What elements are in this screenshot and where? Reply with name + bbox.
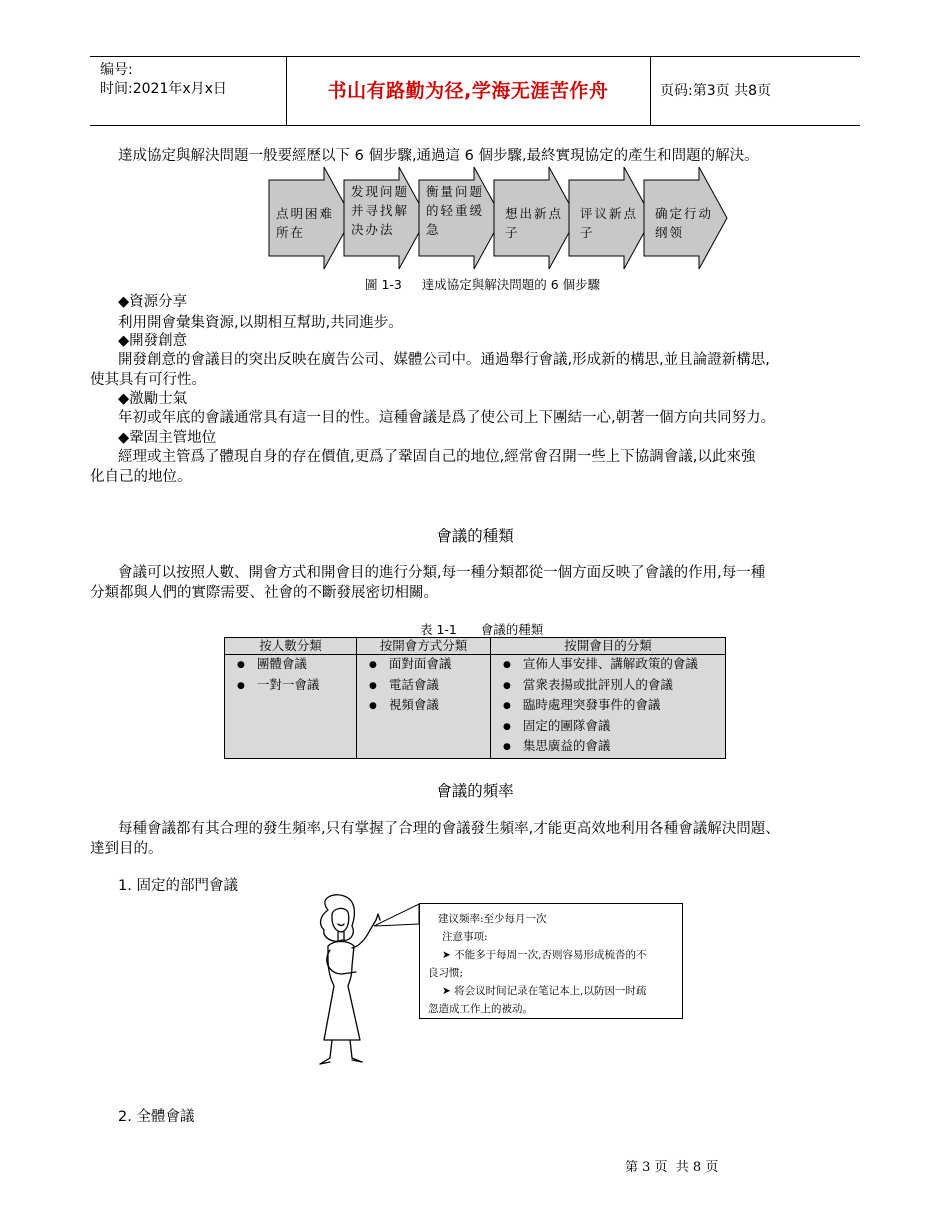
list-item: ● 當衆表揚或批評別人的會議 xyxy=(497,676,719,697)
section-title: ◆鞏固主管地位 xyxy=(118,430,217,446)
flow-step xyxy=(343,166,429,270)
note-line: 建议频率:至少每月一次 xyxy=(438,913,547,925)
meeting-types-table xyxy=(224,637,726,759)
flow-step xyxy=(418,166,504,270)
page-footer: 第 3 页 共 8 页 xyxy=(625,1160,719,1175)
list-item: ● 面對面會議 xyxy=(363,655,484,676)
section-body: 開發創意的會議目的突出反映在廣告公司、媒體公司中。通過舉行會議,形成新的構思,並且論證新構思, xyxy=(118,352,770,368)
serial-label: 编号: xyxy=(100,62,133,78)
list-item: ● 視頻會議 xyxy=(363,696,484,717)
table-caption: 表 1-1 會議的種類 xyxy=(420,622,544,637)
table-cell xyxy=(225,655,357,759)
presenter-illustration-icon xyxy=(290,890,420,1070)
types-paragraph: 會議可以按照人數、開會方式和開會目的進行分類,每一種分類都從一個方面反映了會議的作用,每一種 xyxy=(118,565,766,581)
section-title: ◆激勵士氣 xyxy=(118,391,188,407)
section-body: 使其具有可行性。 xyxy=(90,372,206,388)
list-heading: 1. 固定的部門會議 xyxy=(118,878,238,894)
flow-step-label: 确定行动纲领 xyxy=(655,206,714,240)
header-divider xyxy=(650,57,651,125)
table-cell xyxy=(357,655,491,759)
flow-step xyxy=(568,166,654,270)
note-line: ➤ 不能多于每周一次,否则容易形成梳沓的不 xyxy=(442,949,647,961)
section-heading: 會議的種類 xyxy=(436,527,514,545)
types-paragraph: 分類都與人們的實際需要、社會的不斷發展密切相關。 xyxy=(90,585,438,601)
column-header: 按開會目的分類 xyxy=(491,638,726,655)
list-item: ● 電話會議 xyxy=(363,676,484,697)
table-header-row xyxy=(225,638,726,655)
flow-step-label: 点明困难所在 xyxy=(276,206,335,240)
section-title: ◆資源分享 xyxy=(118,294,188,310)
section-body: 利用開會彙集資源,以期相互幫助,共同進步。 xyxy=(118,315,403,331)
frequency-paragraph: 達到目的。 xyxy=(90,841,163,857)
list-heading: 2. 全體會議 xyxy=(118,1109,195,1125)
section-heading: 會議的頻率 xyxy=(436,782,514,800)
date-line: 时间:2021年x月x日 xyxy=(100,81,227,97)
note-line: 良习惯; xyxy=(428,967,464,979)
frequency-paragraph: 每種會議都有其合理的發生頻率,只有掌握了合理的會議發生頻率,才能更高效地利用各種會議解決問題、 xyxy=(118,821,780,837)
header-page-info: 页码:第3页 共8页 xyxy=(660,83,771,99)
flow-step-label: 发现问题并寻找解决办法 xyxy=(351,184,410,237)
flow-diagram xyxy=(268,166,728,270)
flow-step-label: 想出新点子 xyxy=(505,206,564,240)
list-item: ● 一對一會議 xyxy=(231,676,350,697)
table-row xyxy=(225,655,726,759)
intro-paragraph: 達成協定與解決問題一般要經歷以下 6 個步驟,通過這 6 個步驟,最終實現協定的產生和問題的解決。 xyxy=(118,148,759,164)
note-line: 注意事项: xyxy=(442,931,488,943)
list-item: ● 集思廣益的會議 xyxy=(497,737,719,758)
column-header: 按人數分類 xyxy=(225,638,357,655)
note-line: 忽造成工作上的被动。 xyxy=(428,1003,533,1015)
flow-step-label: 衡量问题的轻重缓急 xyxy=(426,184,485,237)
header-motto: 书山有路勤为径,学海无涯苦作舟 xyxy=(327,80,609,102)
header-meta xyxy=(100,61,227,99)
flow-step xyxy=(268,166,354,270)
section-title: ◆開發創意 xyxy=(118,333,188,349)
page-header xyxy=(90,56,860,126)
list-item: ● 宣佈人事安排、講解政策的會議 xyxy=(497,655,719,676)
section-body: 年初或年底的會議通常具有這一目的性。這種會議是爲了使公司上下團結一心,朝著一個方向共同努力。 xyxy=(118,410,776,426)
list-item: ● 固定的團隊會議 xyxy=(497,717,719,738)
figure-caption: 圖 1-3 達成協定與解決問題的 6 個步驟 xyxy=(365,277,601,292)
section-body: 化自己的地位。 xyxy=(90,469,192,485)
list-item: ● 團體會議 xyxy=(231,655,350,676)
table-cell xyxy=(491,655,726,759)
list-item: ● 臨時處理突發事件的會議 xyxy=(497,696,719,717)
note-line: ➤ 将会议时间记录在笔记本上,以防因一时疏 xyxy=(442,985,647,997)
tip-note-box xyxy=(419,903,683,1019)
flow-step xyxy=(643,166,729,270)
flow-step-label: 评议新点子 xyxy=(580,206,639,240)
section-body: 經理或主管爲了體現自身的存在價值,更爲了鞏固自己的地位,經常會召開一些上下協調會議,以此來強 xyxy=(118,449,756,465)
column-header: 按開會方式分類 xyxy=(357,638,491,655)
flow-step xyxy=(493,166,579,270)
